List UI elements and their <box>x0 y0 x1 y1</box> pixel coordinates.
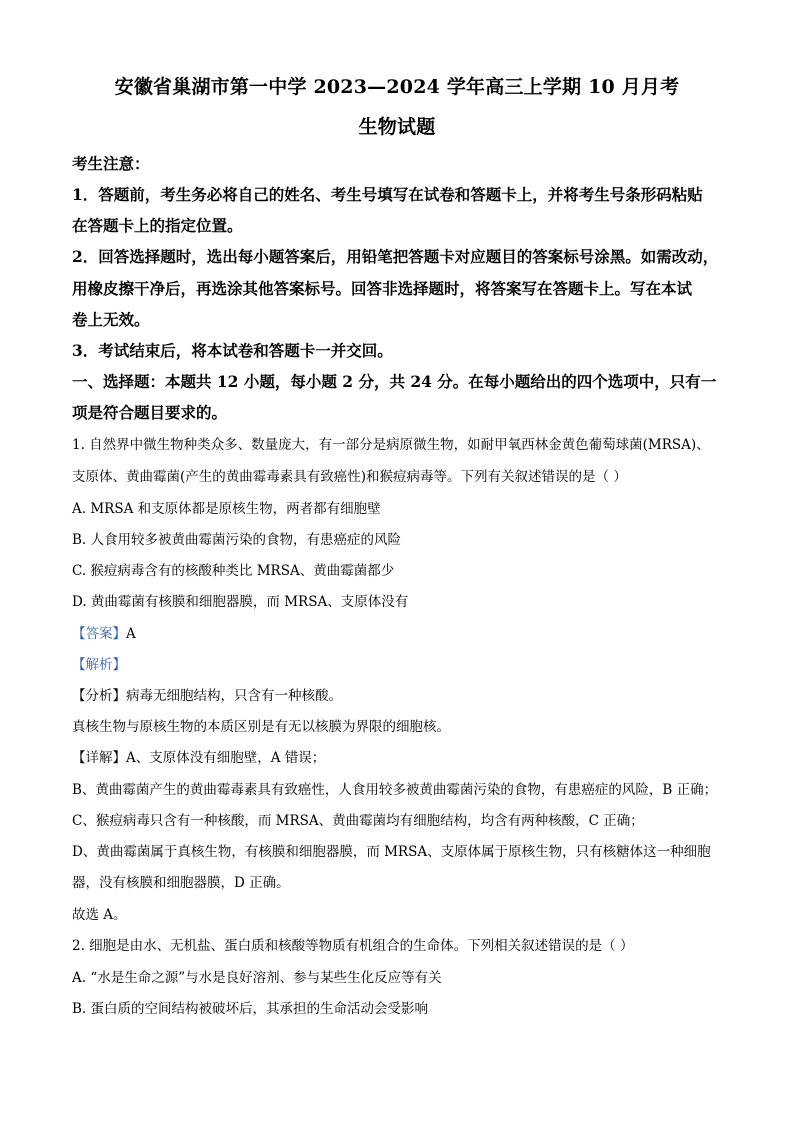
option-b: B. 蛋白质的空间结构被破坏后，其承担的生命活动会受影响 <box>72 1001 429 1017</box>
question-stem: 支原体、黄曲霉菌(产生的黄曲霉毒素具有致癌性)和猴痘病毒等。下列有关叙述错误的是（ ） <box>72 469 627 485</box>
detail-tag: 【详解】 <box>72 750 126 766</box>
exam-subject: 生物试题 <box>358 116 436 138</box>
detail-d-continued: 器，没有核膜和细胞器膜，D 正确。 <box>72 875 290 891</box>
option-b: B. 人食用较多被黄曲霉菌污染的食物，有患癌症的风险 <box>72 532 402 548</box>
detail-d: D、黄曲霉菌属于真核生物，有核膜和细胞器膜，而 MRSA、支原体属于原核生物，只有核糖体这一种细胞 <box>72 844 711 860</box>
answer-value: A <box>126 626 136 642</box>
option-d: D. 黄曲霉菌有核膜和细胞器膜，而 MRSA、支原体没有 <box>72 594 409 610</box>
notice-line: 2．回答选择题时，选出每小题答案后，用铅笔把答题卡对应题目的答案标号涂黑。如需改动， <box>72 247 719 266</box>
section-heading: 项是符合题目要求的。 <box>72 403 228 422</box>
option-c: C. 猴痘病毒含有的核酸种类比 MRSA、黄曲霉菌都少 <box>72 563 395 579</box>
notice-line: 用橡皮擦干净后，再选涂其他答案标号。回答非选择题时，将答案写在答题卡上。写在本试 <box>72 279 693 298</box>
detail-a: A、支原体没有细胞壁，A 错误； <box>126 750 326 766</box>
notice-line: 1．答题前，考生务必将自己的姓名、考生号填写在试卷和答题卡上，并将考生号条形码粘贴 <box>72 185 703 204</box>
section-heading: 一、选择题：本题共 12 小题，每小题 2 分，共 24 分。在每小题给出的四个选项中，只有一 <box>72 372 717 391</box>
answer-line <box>72 622 724 642</box>
notice-heading: 考生注意： <box>72 154 150 173</box>
conclusion: 故选 A。 <box>72 907 127 923</box>
detail-line <box>72 746 724 766</box>
fenxi-line <box>72 684 724 704</box>
question-stem: 2. 细胞是由水、无机盐、蛋白质和核酸等物质有机组合的生命体。下列相关叙述错误的是（ ） <box>72 938 634 954</box>
option-a: A. “水是生命之源”与水是良好溶剂、参与某些生化反应等有关 <box>72 970 442 986</box>
fenxi-text: 病毒无细胞结构，只含有一种核酸。 <box>126 688 342 704</box>
fenxi-tag: 【分析】 <box>72 688 126 704</box>
notice-line: 在答题卡上的指定位置。 <box>72 216 243 235</box>
fenxi-text-2: 真核生物与原核生物的本质区别是有无以核膜为界限的细胞核。 <box>72 719 450 735</box>
notice-line: 3．考试结束后，将本试卷和答题卡一并交回。 <box>72 341 393 360</box>
detail-c: C、猴痘病毒只含有一种核酸，而 MRSA、黄曲霉菌均有细胞结构，均含有两种核酸，C 正确； <box>72 813 644 829</box>
analysis-tag: 【解析】 <box>72 657 126 673</box>
detail-b: B、黄曲霉菌产生的黄曲霉毒素具有致癌性，人食用较多被黄曲霉菌污染的食物，有患癌症的风险，B 正确； <box>72 782 718 798</box>
answer-tag: 【答案】 <box>72 626 126 642</box>
notice-line: 卷上无效。 <box>72 310 150 329</box>
option-a: A. MRSA 和支原体都是原核生物，两者都有细胞壁 <box>72 501 381 517</box>
question-stem: 1. 自然界中微生物种类众多、数量庞大，有一部分是病原微生物，如耐甲氧西林金黄色葡萄球菌(MRSA)、 <box>72 437 710 453</box>
exam-title: 安徽省巢湖市第一中学 2023—2024 学年高三上学期 10 月月考 <box>114 76 680 98</box>
